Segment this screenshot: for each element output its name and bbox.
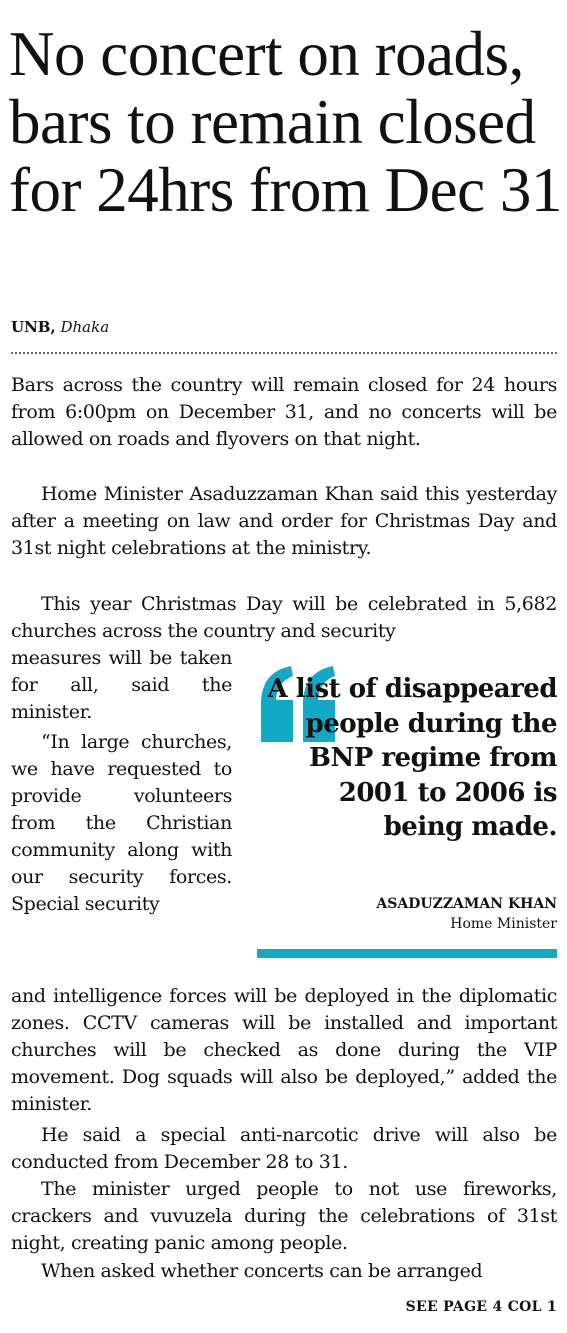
paragraph-1: Bars across the country will remain closed for 24 hours from 6:00pm on December 31, and no concerts will be allowed on roads and flyovers on that night. <box>11 374 557 450</box>
paragraph-3-continued: measures will be taken for all, said the minister. <box>11 647 232 723</box>
pull-quote-text: A list of disappeared people during the BNP regime from 2001 to 2006 is being made. <box>267 674 557 842</box>
byline-agency: UNB, <box>11 318 56 336</box>
byline <box>11 318 109 336</box>
paragraph-4-continued: and intelligence forces will be deployed in the diplomatic zones. CCTV cameras will be installed and important churches will be checked as done during the VIP movement. Dog squads will also be deployed,” added the minister. <box>11 985 557 1115</box>
headline: No concert on roads, bars to remain closed for 24hrs from Dec 31 <box>9 19 562 225</box>
paragraph-3: This year Christmas Day will be celebrated in 5,682 churches across the country and security <box>11 593 557 642</box>
pull-quote-rule <box>257 949 557 958</box>
paragraph-5: He said a special anti-narcotic drive will also be conducted from December 28 to 31. <box>11 1124 557 1173</box>
paragraph-4: “In large churches, we have requested to provide volunteers from the Christian community along with our security forces. Special security <box>11 731 232 915</box>
byline-divider <box>11 352 557 354</box>
pull-quote-attribution-title: Home Minister <box>450 916 557 932</box>
byline-city: Dhaka <box>60 318 110 336</box>
pull-quote <box>257 672 557 960</box>
pull-quote-attribution-name: ASADUZZAMAN KHAN <box>376 896 557 912</box>
paragraph-7: When asked whether concerts can be arranged <box>41 1260 483 1282</box>
continuation-link[interactable]: SEE PAGE 4 COL 1 <box>405 1299 557 1315</box>
paragraph-6: The minister urged people to not use fireworks, crackers and vuvuzela during the celebrations of 31st night, creating panic among people. <box>11 1178 557 1254</box>
paragraph-2: Home Minister Asaduzzaman Khan said this yesterday after a meeting on law and order for Christmas Day and 31st night celebrations at the ministry. <box>11 483 557 559</box>
